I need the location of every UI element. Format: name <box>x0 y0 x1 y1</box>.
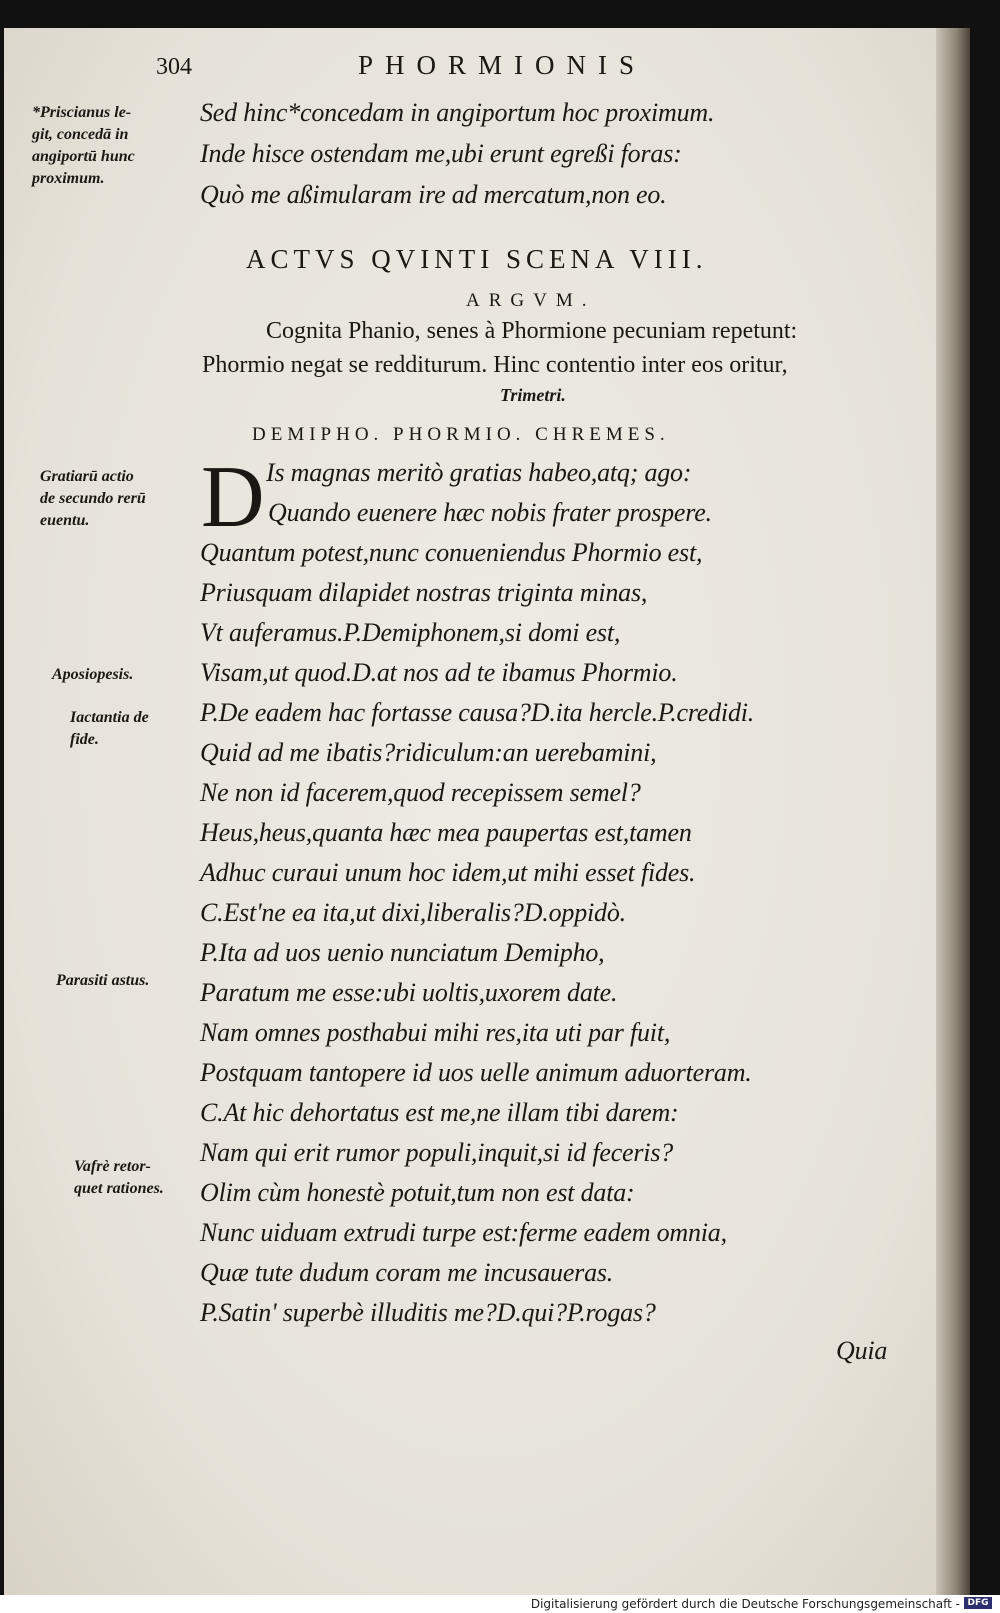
margin-note-aposiopesis: Aposiopesis. <box>52 666 134 683</box>
page-number: 304 <box>156 54 192 80</box>
verse-line: Visam,ut quod.D.at nos ad te ibamus Phormio. <box>200 658 678 687</box>
verse-line: Quò me aßimularam ire ad mercatum,non eo. <box>200 180 667 209</box>
margin-note-line: Vafrè retor- <box>74 1158 151 1175</box>
margin-note-line: euentu. <box>40 512 90 529</box>
verse-line: Sed hinc*concedam in angiportum hoc proximum. <box>200 98 715 127</box>
margin-note-line: quet rationes. <box>74 1180 164 1197</box>
margin-note-line: angiportū hunc <box>32 148 135 165</box>
page-gutter <box>936 28 970 1595</box>
verse-line: C.Est'ne ea ita,ut dixi,liberalis?D.oppidò. <box>200 898 626 927</box>
meter-label: Trimetri. <box>500 385 566 405</box>
verse-line: Heus,heus,quanta hæc mea paupertas est,tamen <box>200 818 692 847</box>
verse-line: P.Ita ad uos uenio nunciatum Demipho, <box>200 938 605 967</box>
margin-note-line: proximum. <box>32 170 105 187</box>
verse-line: Priusquam dilapidet nostras triginta minas, <box>200 578 648 607</box>
verse-line: Nam qui erit rumor populi,inquit,si id feceris? <box>200 1138 674 1167</box>
verse-line: Quæ tute dudum coram me incusaueras. <box>200 1258 614 1287</box>
verse-line: Quid ad me ibatis?ridiculum:an uerebamini, <box>200 738 657 767</box>
verse-line: P.De eadem hac fortasse causa?D.ita hercle.P.credidi. <box>200 698 755 727</box>
scene-title: ACTVS QVINTI SCENA VIII. <box>246 244 708 274</box>
margin-note-line: *Priscianus le- <box>32 104 132 121</box>
dfg-logo: DFG <box>964 1597 992 1609</box>
margin-note-iactantia <box>70 707 149 751</box>
verse-line: C.At hic dehortatus est me,ne illam tibi darem: <box>200 1098 679 1127</box>
verse-line: Is magnas meritò gratias habeo,atq; ago: <box>266 458 692 487</box>
verse-line: Inde hisce ostendam me,ubi erunt egreßi foras: <box>200 139 682 168</box>
margin-note-priscianus <box>32 102 135 190</box>
verse-line: Postquam tantopere id uos uelle animum aduorteram. <box>200 1058 752 1087</box>
argument-line: Cognita Phanio, senes à Phormione pecuniam repetunt: <box>266 318 798 344</box>
verse-line: Quando euenere hæc nobis frater prospere. <box>268 498 712 527</box>
margin-note-line: Iactantia de <box>70 709 149 726</box>
margin-note-line: git, concedā in <box>32 126 129 143</box>
margin-note-parasiti: Parasiti astus. <box>56 972 150 989</box>
margin-note-line: fide. <box>70 731 99 748</box>
verse-line: Olim cùm honestè potuit,tum non est data: <box>200 1178 635 1207</box>
margin-note-gratiarum <box>40 466 146 532</box>
catchword: Quia <box>836 1336 888 1365</box>
margin-note-vafre <box>74 1156 164 1200</box>
verse-line: Ne non id facerem,quod recepissem semel? <box>200 778 641 807</box>
verse-line: Adhuc curaui unum hoc idem,ut mihi esset fides. <box>200 858 696 887</box>
verse-line: P.Satin' superbè illuditis me?D.qui?P.rogas? <box>200 1298 656 1327</box>
margin-note-line: de secundo rerū <box>40 490 146 507</box>
verse-line: Nunc uiduam extrudi turpe est:ferme eadem omnia, <box>200 1218 727 1247</box>
verse-line: Vt auferamus.P.Demiphonem,si domi est, <box>200 618 621 647</box>
verse-line: Quantum potest,nunc conueniendus Phormio est, <box>200 538 703 567</box>
verse-line: Nam omnes posthabui mihi res,ita uti par fuit, <box>200 1018 671 1047</box>
characters-line: DEMIPHO. PHORMIO. CHREMES. <box>252 424 670 445</box>
drop-cap: D <box>201 449 265 546</box>
margin-note-line: Gratiarū actio <box>40 468 134 485</box>
funding-credit: Digitalisierung gefördert durch die Deutsche Forschungsgemeinschaft - <box>530 1597 960 1611</box>
digitization-footer <box>0 1595 1000 1613</box>
argument-line: Phormio negat se redditurum. Hinc contentio inter eos oritur, <box>202 352 788 378</box>
running-head: PHORMIONIS <box>358 50 647 80</box>
verse-line: Paratum me esse:ubi uoltis,uxorem date. <box>200 978 618 1007</box>
argument-label: ARGVM. <box>466 290 596 311</box>
